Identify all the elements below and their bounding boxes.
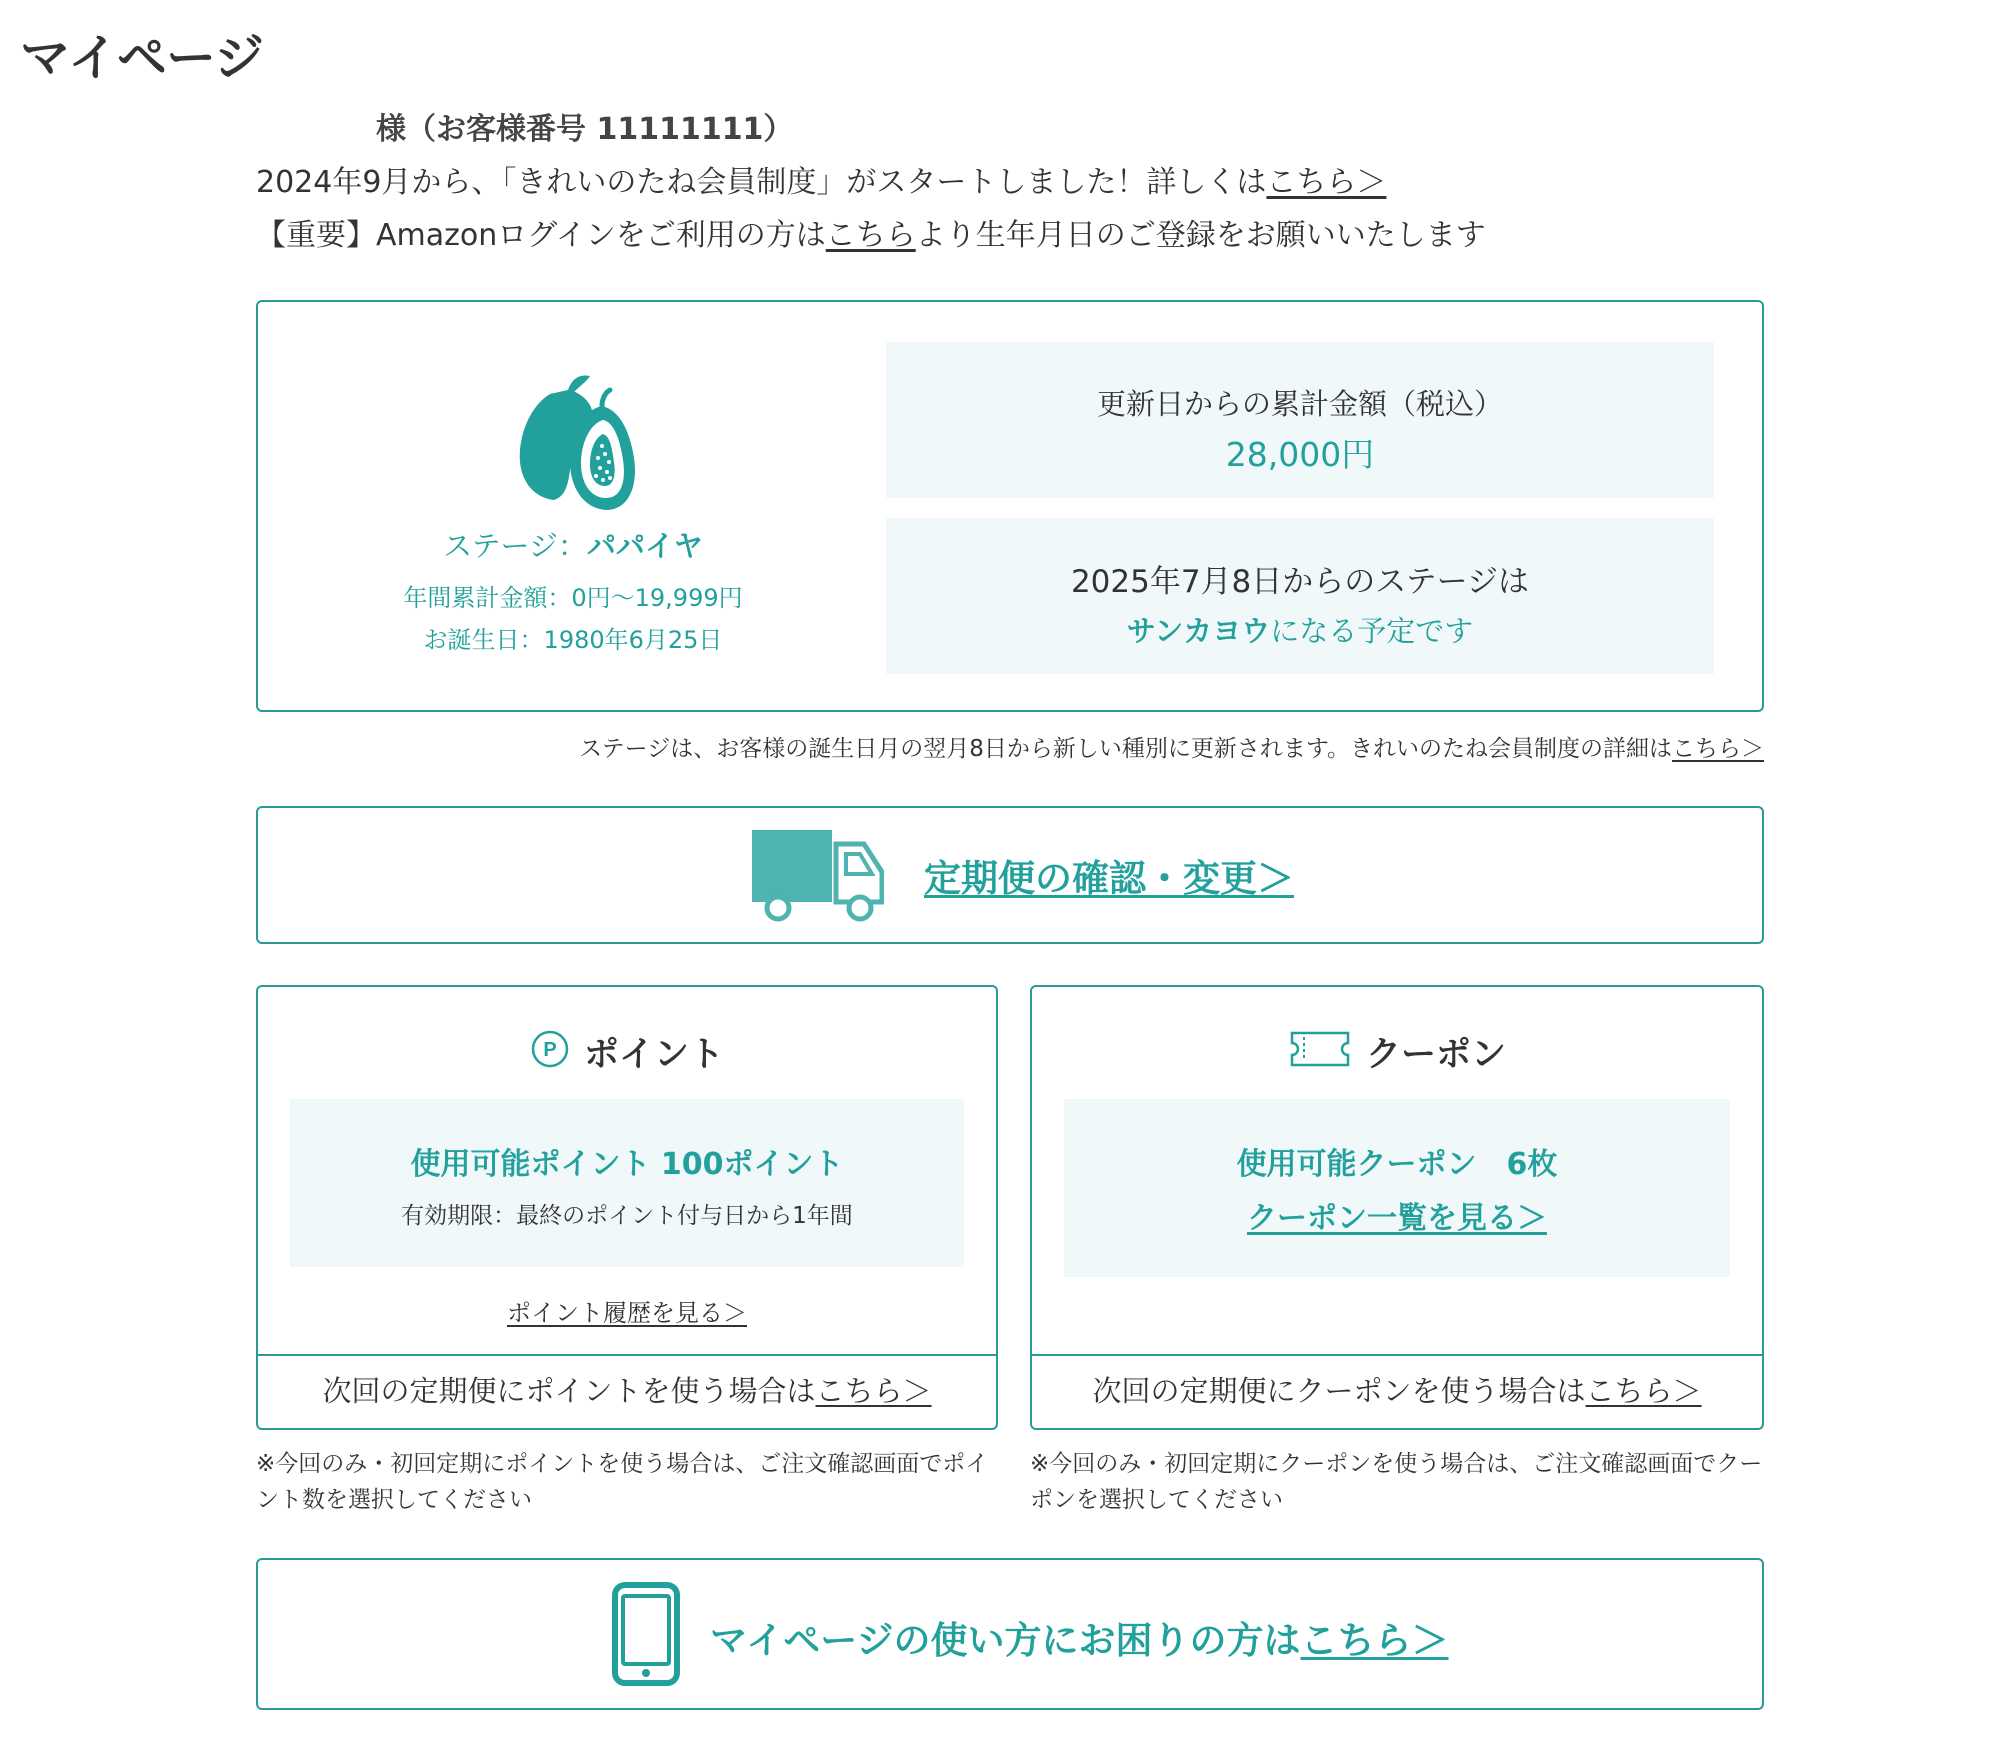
stage-name-label: ステージ：	[443, 529, 587, 563]
total-amount-panel	[886, 342, 1714, 498]
total-amount-label: 更新日からの累計金額（税込）	[1096, 387, 1503, 421]
important-suffix: より生年月日のご登録をお願いいたします	[915, 218, 1486, 253]
coupon-title: クーポン	[1365, 1035, 1506, 1075]
stage-box	[256, 300, 1764, 712]
coupon-footer-text: 次回の定期便にクーポンを使う場合は	[1092, 1374, 1586, 1408]
coupon-note: ※今回のみ・初回定期にクーポンを使う場合は、ご注文確認画面でクーポンを選択してください	[1030, 1451, 1763, 1513]
amazon-birthday-link[interactable]: こちら	[825, 218, 916, 253]
next-stage-suffix: になる予定です	[1270, 614, 1474, 648]
smartphone-icon	[612, 1582, 680, 1686]
birthday: お誕生日：1980年6月25日	[423, 626, 723, 654]
stage-note-text: ステージは、お客様の誕生日月の翌月8日から新しい種別に更新されます。きれいのたね会員制度の詳細は	[579, 736, 1672, 762]
page-title: マイページ	[20, 29, 263, 87]
coupon-panel	[1064, 1099, 1730, 1277]
stage-summary	[258, 302, 888, 710]
total-amount-value: 28,000円	[1225, 435, 1375, 474]
next-stage-panel	[886, 518, 1714, 674]
points-expiry: 有効期限：最終のポイント付与日から1年間	[401, 1203, 853, 1229]
intro	[256, 104, 1756, 262]
announce-link[interactable]: こちら＞	[1266, 165, 1387, 200]
customer-number: 様（お客様番号 11111111）	[376, 112, 794, 147]
points-footer-link[interactable]: こちら＞	[815, 1374, 932, 1408]
important-line	[256, 209, 1756, 262]
points-history-link[interactable]: ポイント履歴を見る＞	[507, 1299, 747, 1327]
coupon-card	[1030, 985, 1764, 1430]
coupon-icon	[1288, 1029, 1352, 1069]
points-title: ポイント	[583, 1035, 724, 1075]
subscription-box[interactable]	[256, 806, 1764, 944]
announce-text: 2024年9月から、「きれいのたね会員制度」がスタートしました！詳しくは	[256, 165, 1267, 200]
stage-name-value: パパイヤ	[586, 529, 703, 563]
next-stage-line	[886, 609, 1714, 650]
coupon-footer-link[interactable]: こちら＞	[1585, 1374, 1702, 1408]
points-header	[258, 1027, 996, 1077]
next-stage-date: 2025年7月8日からのステージは	[1070, 564, 1530, 600]
points-panel	[290, 1099, 964, 1267]
help-link[interactable]: こちら＞	[1300, 1619, 1449, 1662]
help-box[interactable]	[256, 1558, 1764, 1710]
papaya-icon	[510, 366, 640, 516]
points-footer	[258, 1354, 996, 1428]
annual-range: 年間累計金額：0円～19,999円	[403, 584, 743, 612]
coupon-list-link[interactable]: クーポン一覧を見る＞	[1247, 1201, 1547, 1236]
help-text: マイページの使い方にお困りの方は	[710, 1619, 1301, 1662]
svg-text:P: P	[543, 1039, 557, 1061]
stage-note	[579, 730, 1764, 763]
points-card	[256, 985, 998, 1430]
stage-name	[258, 524, 888, 565]
stage-detail-link[interactable]: こちら＞	[1672, 736, 1764, 762]
coupon-available: 使用可能クーポン 6枚	[1236, 1147, 1558, 1182]
subscription-link[interactable]: 定期便の確認・変更＞	[924, 857, 1294, 900]
next-stage-name: サンカヨウ	[1126, 614, 1271, 648]
important-prefix: 【重要】Amazonログインをご利用の方は	[256, 218, 826, 253]
help-line	[710, 1610, 1449, 1664]
coupon-footer	[1032, 1354, 1762, 1428]
points-note: ※今回のみ・初回定期にポイントを使う場合は、ご注文確認画面でポイント数を選択してください	[256, 1451, 989, 1513]
point-icon	[530, 1029, 570, 1069]
coupon-header	[1032, 1027, 1762, 1077]
points-available: 使用可能ポイント 100ポイント	[410, 1147, 844, 1182]
points-footer-text: 次回の定期便にポイントを使う場合は	[322, 1374, 816, 1408]
truck-icon	[752, 830, 884, 924]
announce-line	[256, 156, 1756, 209]
